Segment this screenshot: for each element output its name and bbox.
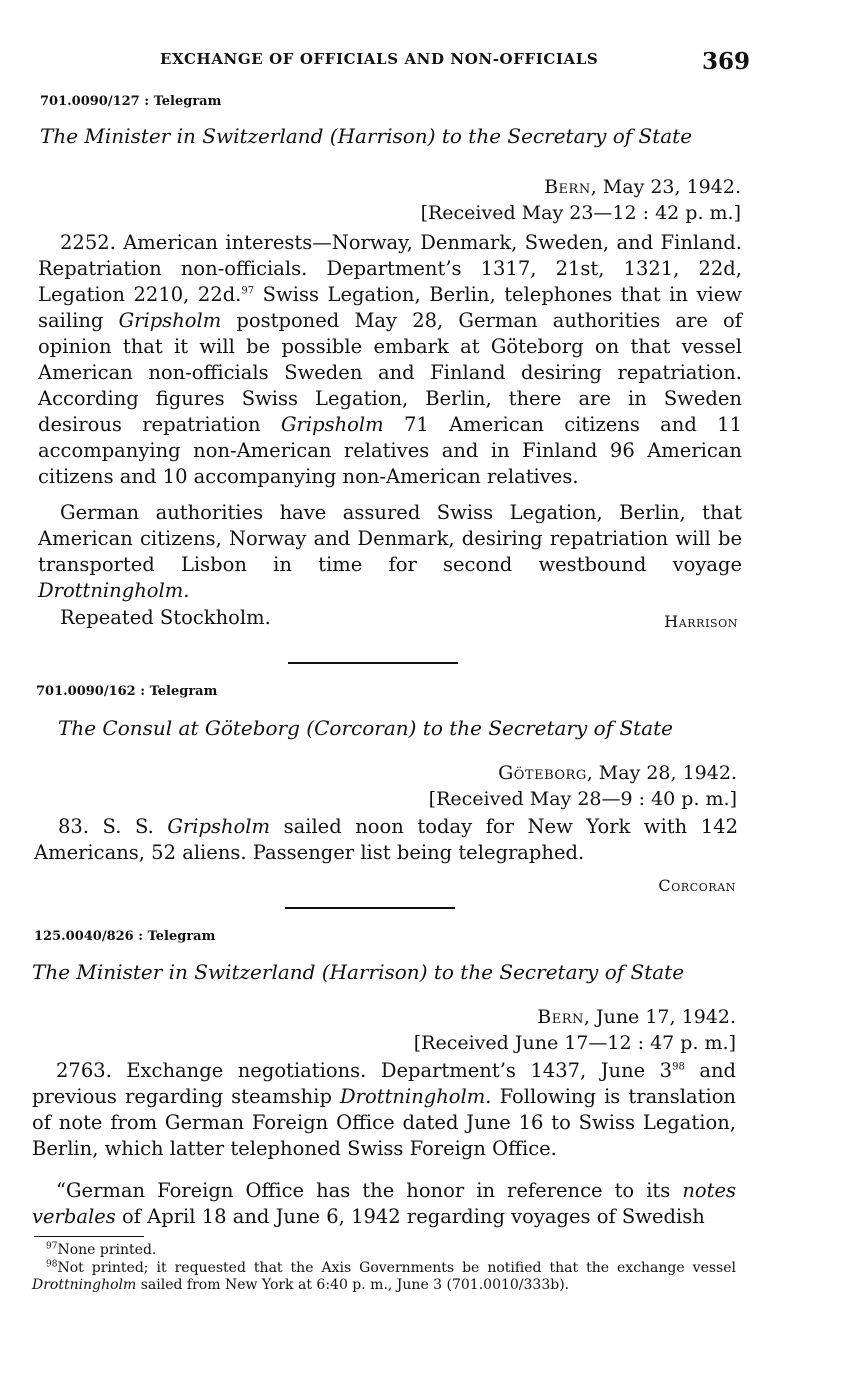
footnote [46, 1242, 736, 1259]
received-line: [Received June 17—12 : 47 p. m.] [413, 1032, 736, 1054]
italic-phrase: notes verbales [32, 1179, 736, 1228]
file-reference: 701.0090/162 : Telegram [36, 684, 218, 699]
dateline-place: Bern [537, 1006, 584, 1028]
signature: Corcoran [658, 876, 736, 895]
title-text: ) to the Secretary of State [408, 716, 673, 740]
telegram-paragraph [38, 500, 742, 604]
section-divider [285, 907, 455, 909]
footnote-divider [34, 1236, 144, 1237]
document-title [58, 716, 673, 740]
dateline [544, 176, 741, 198]
dateline-place: Bern [544, 176, 591, 198]
paragraph-text: of April 18 and June 6, 1942 regarding voyages of Swedish [115, 1205, 705, 1228]
repeat-line: Repeated Stockholm. [60, 606, 271, 629]
paragraph-text: Swiss Legation, Berlin, telephones that in view sailing [38, 283, 742, 332]
ship-name: Drottningholm [32, 1277, 137, 1293]
dateline [537, 1006, 736, 1028]
paragraph-text: postponed May 28, German authorities are of opinion that it will be possible embark at Göteborg on that vessel American non-officials Sweden and Finland desiring repatriation. According figures Swiss Legation, Berlin, there are in Sweden desirous repatriation [38, 309, 742, 436]
title-person: Harrison [329, 960, 420, 984]
page-number: 369 [702, 48, 751, 75]
title-text: The Minister in Switzerland ( [40, 124, 338, 148]
ship-name: Drottningholm. [340, 1085, 492, 1108]
ship-name: Gripsholm [167, 815, 271, 838]
title-text: The Consul at Göteborg ( [58, 716, 315, 740]
paragraph-text: sailed noon today for New York with 142 Americans, 52 aliens. Passenger list being telegraphed. [34, 815, 738, 864]
footnote [32, 1260, 736, 1294]
paragraph-text: “German Foreign Office has the honor in reference to its [56, 1179, 683, 1202]
footnote-number: 98 [46, 1259, 58, 1270]
section-divider [288, 662, 458, 664]
running-head: EXCHANGE OF OFFICIALS AND NON-OFFICIALS [160, 50, 599, 68]
title-person: Harrison [337, 124, 428, 148]
document-title [32, 960, 684, 984]
dateline-place: Göteborg [498, 762, 587, 784]
paragraph-text: 2252. American interests—Norway, Denmark, Sweden, and Finland. Repatriation non-officials. Department’s 1317, 21st, 1321, 22d, Legation 2210, 22d. [38, 231, 742, 306]
ship-name: Drottningholm. [38, 579, 190, 602]
ship-name: Gripsholm [280, 413, 384, 436]
footnote-text: sailed from New York at 6:40 p. m., June 3 (701.0010/333b). [136, 1277, 570, 1293]
received-line: [Received May 23—12 : 42 p. m.] [420, 202, 741, 224]
ship-name: Gripsholm [118, 309, 222, 332]
received-line: [Received May 28—9 : 40 p. m.] [428, 788, 737, 810]
title-person: Corcoran [314, 716, 409, 740]
telegram-paragraph [32, 1178, 736, 1230]
dateline-date: , June 17, 1942. [583, 1006, 736, 1028]
paragraph-text: 2763. Exchange negotiations. Department’s 1437, June 3 [56, 1059, 673, 1082]
title-text: ) to the Secretary of State [419, 960, 685, 984]
telegram-paragraph [38, 230, 742, 490]
footnote-reference: 98 [672, 1061, 685, 1073]
footnote-text: Not printed; it requested that the Axis Governments be notified that the exchange vessel [57, 1260, 736, 1276]
dateline-date: , May 28, 1942. [586, 762, 737, 784]
title-text: ) to the Secretary of State [427, 124, 693, 148]
paragraph-text: 71 American citizens and 11 accompanying non-American relatives and in Finland 96 American citizens and 10 accompanying non-American relatives. [38, 413, 742, 488]
footnote-text: None printed. [57, 1242, 157, 1258]
file-reference: 701.0090/127 : Telegram [40, 94, 222, 109]
dateline-date: , May 23, 1942. [590, 176, 741, 198]
signature: Harrison [664, 612, 738, 631]
paragraph-text: Following is translation of note from German Foreign Office dated June 16 to Swiss Legation, Berlin, which latter telephoned Swiss Foreign Office. [32, 1085, 736, 1160]
document-title [40, 124, 692, 148]
dateline [498, 762, 737, 784]
paragraph-text: 83. S. S. [58, 815, 168, 838]
telegram-paragraph [34, 814, 738, 866]
footnote-number: 97 [46, 1241, 58, 1252]
title-text: The Minister in Switzerland ( [32, 960, 330, 984]
telegram-paragraph [32, 1058, 736, 1162]
paragraph-text: German authorities have assured Swiss Legation, Berlin, that American citizens, Norway and Denmark, desiring repatriation will be transported Lisbon in time for second westbound voyage [38, 501, 742, 576]
file-reference: 125.0040/826 : Telegram [34, 929, 216, 944]
paragraph-text: and previous regarding steamship [32, 1059, 736, 1108]
footnote-reference: 97 [241, 285, 255, 297]
